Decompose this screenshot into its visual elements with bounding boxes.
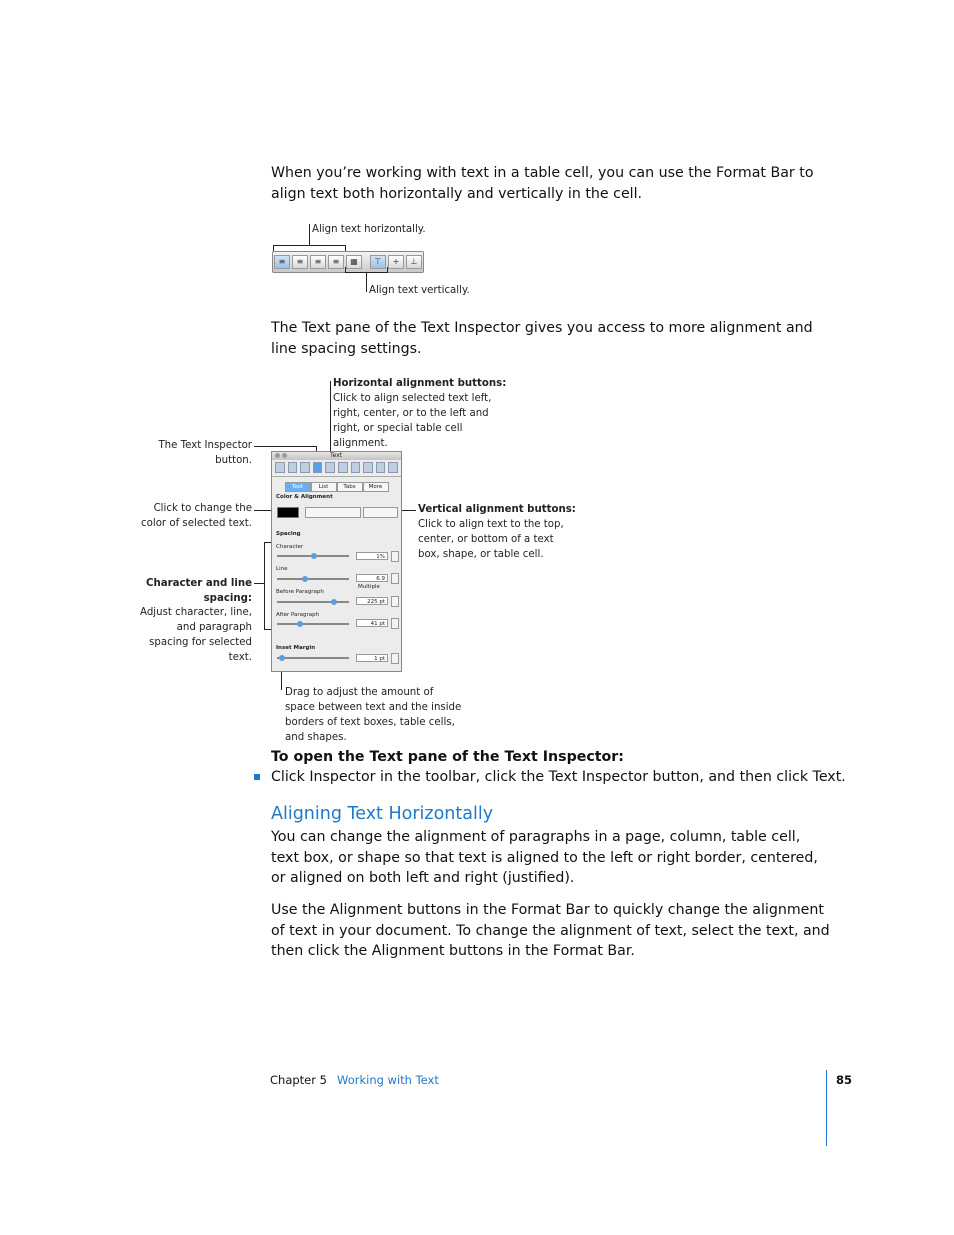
link-inspector-icon[interactable] bbox=[376, 462, 386, 473]
graphic-inspector-icon[interactable] bbox=[325, 462, 335, 473]
leader-line bbox=[254, 583, 264, 584]
inset-margin-label: Inset Margin bbox=[276, 645, 316, 651]
vertical-alignment-buttons[interactable] bbox=[363, 507, 398, 518]
before-paragraph-label: Before Paragraph bbox=[276, 589, 324, 595]
callout-spacing-title: Character and line spacing: bbox=[145, 578, 252, 604]
callout-color: Click to change the color of selected text. bbox=[141, 503, 252, 529]
page-number: 85 bbox=[836, 1073, 853, 1087]
leader-line bbox=[309, 224, 310, 246]
after-paragraph-label: After Paragraph bbox=[276, 612, 320, 618]
section-color-alignment: Color & Alignment bbox=[276, 494, 333, 500]
inspector-toolbar bbox=[272, 460, 401, 477]
slider-knob[interactable] bbox=[311, 553, 317, 559]
align-right-icon[interactable]: ≡ bbox=[310, 255, 326, 269]
callout-vertical-body: Click to align text to the top, center, or bottom of a text box, shape, or table cell. bbox=[418, 519, 564, 560]
inspector-tabs bbox=[272, 482, 401, 492]
callout-align-horizontal: Align text horizontally. bbox=[312, 224, 426, 235]
close-icon[interactable] bbox=[275, 453, 280, 458]
callout-inset: Drag to adjust the amount of space between text and the inside borders of text boxes, table cells, and shapes. bbox=[285, 687, 462, 743]
format-bar bbox=[272, 251, 424, 273]
footer-chapter-title[interactable]: Working with Text bbox=[337, 1073, 439, 1087]
document-inspector-icon[interactable] bbox=[275, 462, 285, 473]
body-paragraph-1: You can change the alignment of paragraphs in a page, column, table cell, text box, or shape so that text is aligned to the left or right border, centered, or aligned on both left and right (justified). bbox=[271, 829, 818, 886]
section-heading: Aligning Text Horizontally bbox=[271, 804, 494, 824]
section-spacing: Spacing bbox=[276, 531, 301, 537]
text-inspector-panel bbox=[271, 451, 402, 672]
line-field[interactable]: 6.9 bbox=[356, 574, 388, 582]
tab-list[interactable]: List bbox=[311, 482, 337, 492]
tab-text[interactable]: Text bbox=[285, 482, 311, 492]
align-special-icon[interactable]: ▦ bbox=[346, 255, 362, 269]
inset-margin-stepper[interactable] bbox=[391, 653, 399, 664]
character-field[interactable]: 1% bbox=[356, 552, 388, 560]
line-mode-popup[interactable]: Multiple bbox=[358, 584, 380, 590]
tab-more[interactable]: More bbox=[363, 482, 389, 492]
bullet-icon bbox=[254, 774, 260, 780]
inset-margin-slider[interactable] bbox=[277, 657, 349, 659]
tab-tabs[interactable]: Tabs bbox=[337, 482, 363, 492]
callout-inspector-button: The Text Inspector button. bbox=[158, 440, 252, 466]
quicktime-inspector-icon[interactable] bbox=[388, 462, 398, 473]
callout-horizontal-body: Click to align selected text left, right, center, or to the left and right, or special table cell alignment. bbox=[333, 393, 492, 449]
bracket-line bbox=[264, 542, 265, 630]
line-label: Line bbox=[276, 566, 288, 572]
inset-margin-field[interactable]: 1 pt bbox=[356, 654, 388, 662]
align-justify-icon[interactable]: ≡ bbox=[328, 255, 344, 269]
table-inspector-icon[interactable] bbox=[351, 462, 361, 473]
line-stepper[interactable] bbox=[391, 573, 399, 584]
callout-vertical-title: Vertical alignment buttons: bbox=[418, 504, 576, 515]
before-paragraph-field[interactable]: 225 pt bbox=[356, 597, 388, 605]
metrics-inspector-icon[interactable] bbox=[338, 462, 348, 473]
bracket-line bbox=[345, 267, 346, 273]
task-heading: To open the Text pane of the Text Inspector: bbox=[271, 749, 624, 765]
character-slider[interactable] bbox=[277, 555, 349, 557]
text-inspector-icon[interactable] bbox=[313, 462, 323, 473]
slider-knob[interactable] bbox=[279, 655, 285, 661]
slider-knob[interactable] bbox=[331, 599, 337, 605]
leader-line bbox=[254, 446, 316, 447]
intro-paragraph: When you’re working with text in a table cell, you can use the Format Bar to align text both horizontally and vertically in the cell. bbox=[271, 165, 814, 202]
after-paragraph-stepper[interactable] bbox=[391, 618, 399, 629]
text-color-well[interactable] bbox=[277, 507, 299, 518]
body-paragraph-2: Use the Alignment buttons in the Format Bar to quickly change the alignment of text in your document. To change the alignment of text, select the text, and then click the Alignment buttons in the Format Bar. bbox=[271, 902, 830, 959]
after-paragraph-field[interactable]: 41 pt bbox=[356, 619, 388, 627]
footer-divider bbox=[826, 1070, 827, 1146]
leader-line bbox=[330, 381, 331, 461]
align-left-icon[interactable]: ≡ bbox=[274, 255, 290, 269]
task-step: Click Inspector in the toolbar, click the Text Inspector button, and then click Text. bbox=[271, 769, 846, 785]
layout-inspector-icon[interactable] bbox=[288, 462, 298, 473]
align-middle-icon[interactable]: + bbox=[388, 255, 404, 269]
inspector-paragraph: The Text pane of the Text Inspector gives you access to more alignment and line spacing settings. bbox=[271, 320, 813, 357]
align-bottom-icon[interactable]: ⊥ bbox=[406, 255, 422, 269]
chart-inspector-icon[interactable] bbox=[363, 462, 373, 473]
before-paragraph-slider[interactable] bbox=[277, 601, 349, 603]
inspector-titlebar bbox=[272, 452, 401, 460]
callout-spacing-body: Adjust character, line, and paragraph spacing for selected text. bbox=[140, 607, 252, 663]
callout-align-vertical: Align text vertically. bbox=[369, 285, 470, 296]
align-top-icon[interactable]: ⊤ bbox=[370, 255, 386, 269]
horizontal-alignment-buttons[interactable] bbox=[305, 507, 361, 518]
callout-horizontal-title: Horizontal alignment buttons: bbox=[333, 378, 507, 389]
leader-line bbox=[366, 272, 367, 292]
bracket-line bbox=[387, 267, 388, 273]
after-paragraph-slider[interactable] bbox=[277, 623, 349, 625]
bracket-line bbox=[273, 245, 346, 246]
wrap-inspector-icon[interactable] bbox=[300, 462, 310, 473]
character-label: Character bbox=[276, 544, 304, 550]
align-center-icon[interactable]: ≡ bbox=[292, 255, 308, 269]
footer-chapter: Chapter 5 bbox=[270, 1073, 327, 1087]
line-slider[interactable] bbox=[277, 578, 349, 580]
minimize-icon[interactable] bbox=[282, 453, 287, 458]
inspector-title: Text bbox=[330, 452, 343, 459]
before-paragraph-stepper[interactable] bbox=[391, 596, 399, 607]
slider-knob[interactable] bbox=[302, 576, 308, 582]
slider-knob[interactable] bbox=[297, 621, 303, 627]
character-stepper[interactable] bbox=[391, 551, 399, 562]
